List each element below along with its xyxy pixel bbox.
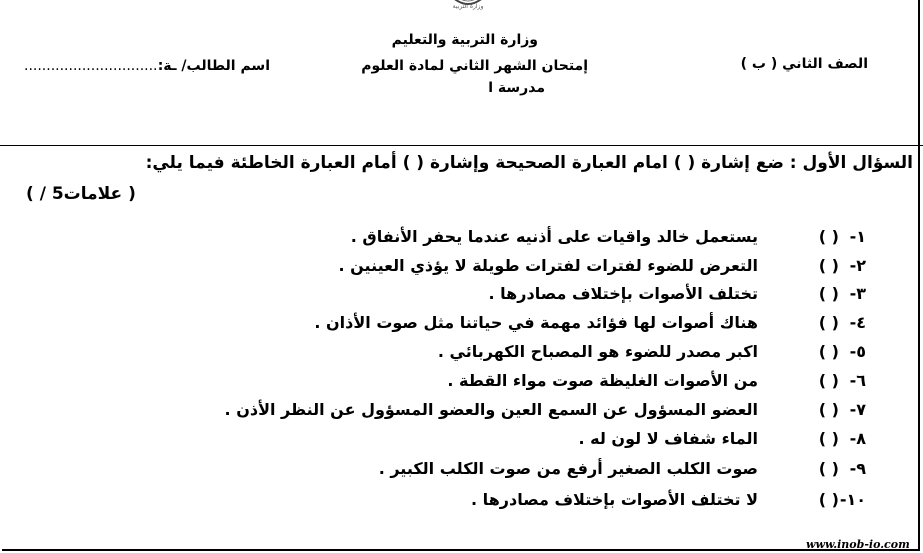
statement-item [0,227,923,253]
grade-label: الصف الثاني ( ب ) [740,56,868,72]
statement-text: اكبر مصدر للضوء هو المصباح الكهربائي . [437,342,758,361]
item-number: ٦- [849,371,866,390]
answer-blank[interactable]: ( ) [818,490,839,509]
answer-blank[interactable]: ( ) [818,400,839,419]
header-divider [0,145,923,146]
statement-text: صوت الكلب الصغير أرفع من صوت الكلب الكبير . [378,459,758,478]
item-number: ٢- [849,256,866,275]
statement-item [0,256,923,282]
statement-item [0,342,923,368]
statement-text: لا تختلف الأصوات بإختلاف مصادرها . [471,490,758,509]
footer-site: www.inob-io.com [806,538,910,551]
answer-blank[interactable]: ( ) [818,429,839,448]
ministry-logo-icon [440,0,496,16]
item-number: ٥- [849,342,866,361]
statement-item [0,459,923,485]
answer-blank[interactable]: ( ) [818,256,839,275]
answer-blank[interactable]: ( ) [818,284,839,303]
statement-text: يستعمل خالد واقيات على أذنيه عندما يحفر الأنفاق . [350,227,758,246]
item-number: ٧- [849,400,866,419]
item-number: ٨- [849,429,866,448]
statement-item [0,429,923,455]
svg-text:وزارة التربية: وزارة التربية [452,3,484,10]
statement-text: من الأصوات الغليظة صوت مواء القطة . [447,371,758,390]
item-number: ١٠- [839,490,866,509]
exam-title: إمتحان الشهر الثاني لمادة العلوم [361,58,588,74]
student-name-label: اسم الطالب/ ـة: [157,58,270,74]
answer-blank[interactable]: ( ) [818,227,839,246]
answer-blank[interactable]: ( ) [818,342,839,361]
statement-text: هناك أصوات لها فؤائد مهمة في حياتنا مثل صوت الأذان . [314,313,758,332]
item-number: ١- [849,227,866,246]
answer-blank[interactable]: ( ) [818,371,839,390]
question-title: السؤال الأول : ضع إشارة ( ) امام العبارة الصحيحة وإشارة ( ) أمام العبارة الخاطئة فيما يلي: [145,153,913,173]
statement-item [0,371,923,397]
statement-item [0,490,923,516]
statement-text: تختلف الأصوات بإختلاف مصادرها . [488,284,758,303]
item-number: ٣- [849,284,866,303]
answer-blank[interactable]: ( ) [818,313,839,332]
statement-item [0,284,923,310]
answer-blank[interactable]: ( ) [818,459,839,478]
statement-item [0,400,923,426]
question-marks: ( / 5علامات ) [26,184,136,204]
statement-text: الماء شفاف لا لون له . [578,429,758,448]
school-name: مدرسة ا [488,80,545,96]
ministry-name: وزارة التربية والتعليم [391,32,538,48]
student-name-blank[interactable]: .............................. [24,58,158,74]
statement-text: التعرض للضوء لفترات لفترات طويلة لا يؤذي العينين . [338,256,758,275]
item-number: ٤- [849,313,866,332]
item-number: ٩- [849,459,866,478]
statement-text: العضو المسؤول عن السمع العين والعضو المسؤول عن النظر الأذن . [224,400,758,419]
statement-item [0,313,923,339]
